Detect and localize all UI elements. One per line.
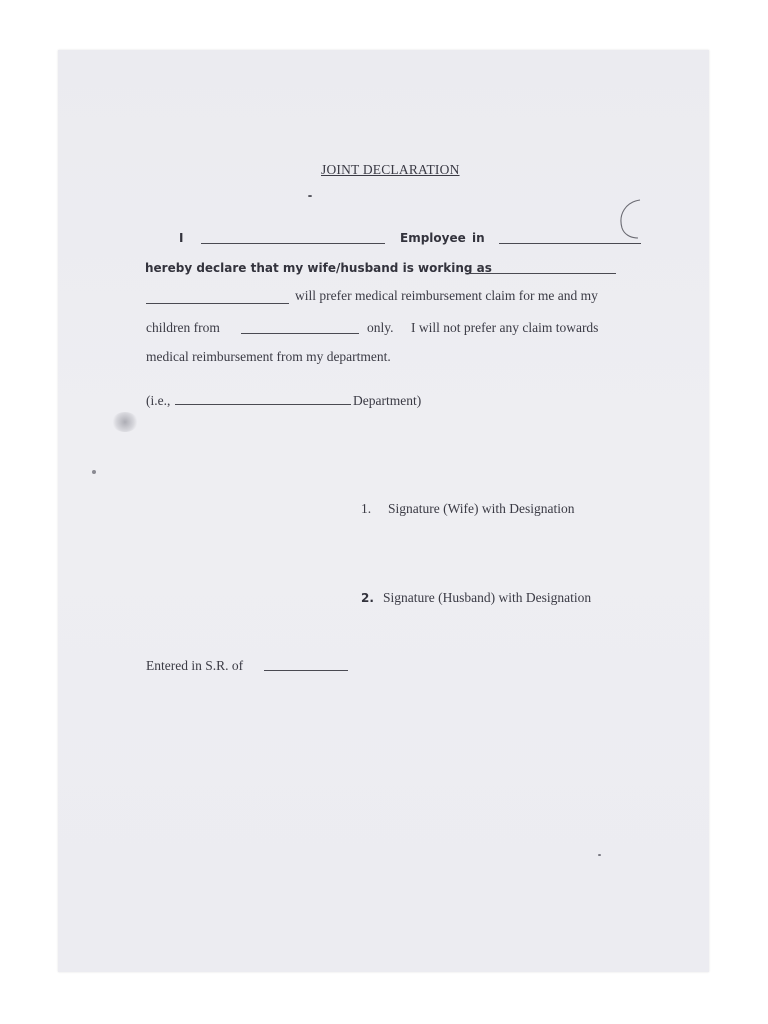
in-label: in [472,231,485,245]
medical-reimbursement-text: medical reimbursement from my department. [146,349,391,364]
only-text: only. [367,320,394,335]
no-claim-text: I will not prefer any claim towards [411,320,599,335]
ink-smudge [112,412,138,432]
pen-mark-icon [616,198,646,242]
dust-mark [308,195,312,197]
reimbursement-claim-text: will prefer medical reimbursement claim for me and my [295,288,598,303]
signature-husband-label: Signature (Husband) with Designation [383,590,592,605]
spouse-employer-blank[interactable] [146,303,289,304]
page-title: JOINT DECLARATION [321,162,460,177]
declaration-line: hereby declare that my wife/husband is working as [145,261,492,275]
signature-wife-label: Signature (Wife) with Designation [388,501,575,516]
department-text: Department) [353,393,422,408]
spouse-working-as-blank[interactable] [469,273,616,274]
signature-1-number: 1. [361,501,372,516]
document-page [58,50,709,972]
entered-in-sr-text: Entered in S.R. of [146,658,244,673]
employee-label: Employee [400,231,466,245]
employee-name-blank[interactable] [201,243,385,244]
employee-department-blank[interactable] [499,243,641,244]
pronoun-i: I [179,231,184,245]
department-blank[interactable] [175,404,351,405]
children-from-blank[interactable] [241,333,359,334]
dust-mark [92,470,96,474]
signature-2-number: 2. [361,591,374,605]
ie-text: (i.e., [146,393,171,408]
children-from-text: children from [146,320,220,335]
dust-mark [598,854,601,856]
sr-number-blank[interactable] [264,670,348,671]
